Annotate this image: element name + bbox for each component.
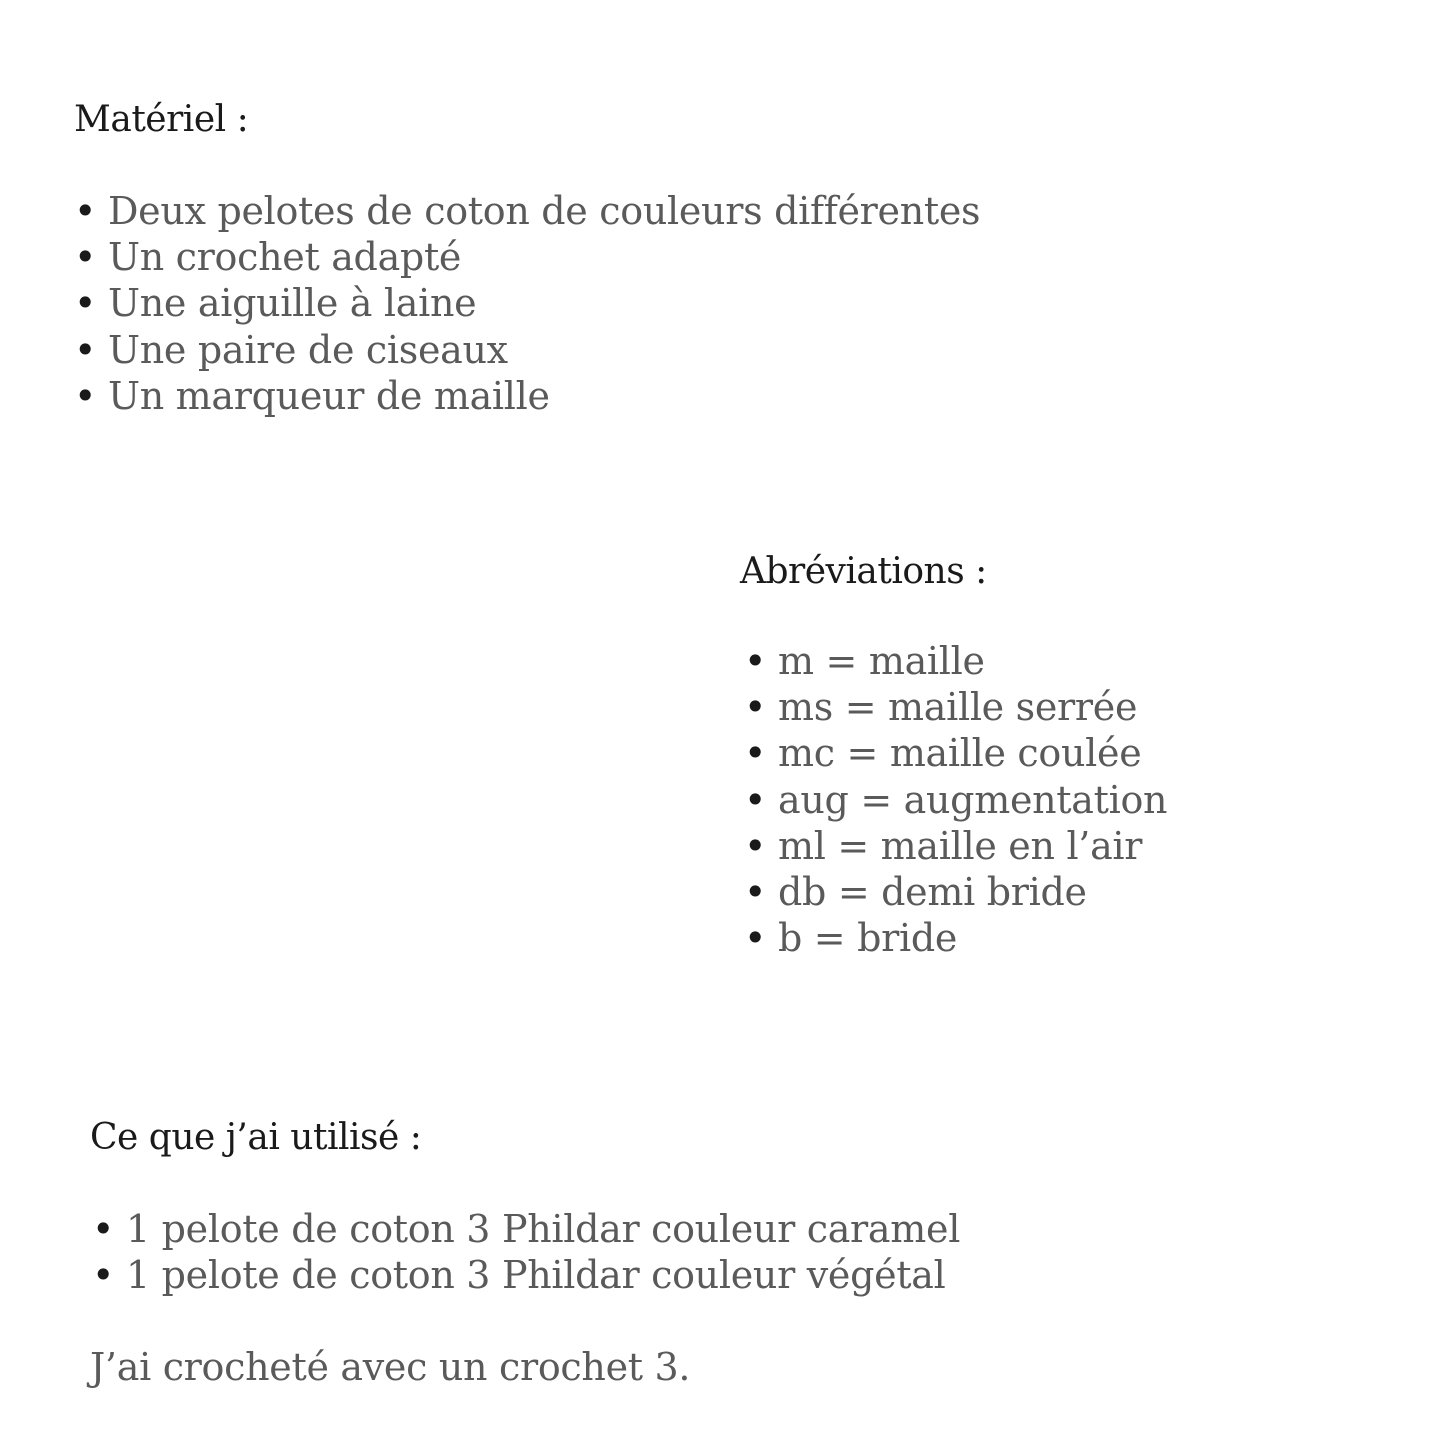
list-item: • aug = augmentation — [744, 777, 1167, 823]
materiel-list — [74, 188, 980, 419]
utilise-heading: Ce que j’ai utilisé : — [90, 1117, 422, 1158]
materiel-heading: Matériel : — [74, 99, 249, 140]
list-item: • Un marqueur de maille — [74, 373, 980, 419]
materiel-section — [74, 98, 980, 419]
list-item: • Une paire de ciseaux — [74, 327, 980, 373]
crochet-note: J’ai crocheté avec un crochet 3. — [90, 1345, 691, 1390]
utilise-list — [92, 1206, 960, 1298]
abreviations-section — [740, 550, 1167, 961]
list-item: • db = demi bride — [744, 869, 1167, 915]
abreviations-heading: Abréviations : — [740, 551, 987, 592]
list-item: • mc = maille coulée — [744, 730, 1167, 776]
list-item: • b = bride — [744, 915, 1167, 961]
list-item: • ml = maille en l’air — [744, 823, 1167, 869]
list-item: • 1 pelote de coton 3 Phildar couleur caramel — [92, 1206, 960, 1252]
list-item: • Une aiguille à laine — [74, 280, 980, 326]
list-item: • 1 pelote de coton 3 Phildar couleur végétal — [92, 1252, 960, 1298]
abreviations-list — [744, 638, 1167, 961]
list-item: • Deux pelotes de coton de couleurs différentes — [74, 188, 980, 234]
list-item: • ms = maille serrée — [744, 684, 1167, 730]
utilise-section — [90, 1116, 960, 1390]
list-item: • m = maille — [744, 638, 1167, 684]
list-item: • Un crochet adapté — [74, 234, 980, 280]
